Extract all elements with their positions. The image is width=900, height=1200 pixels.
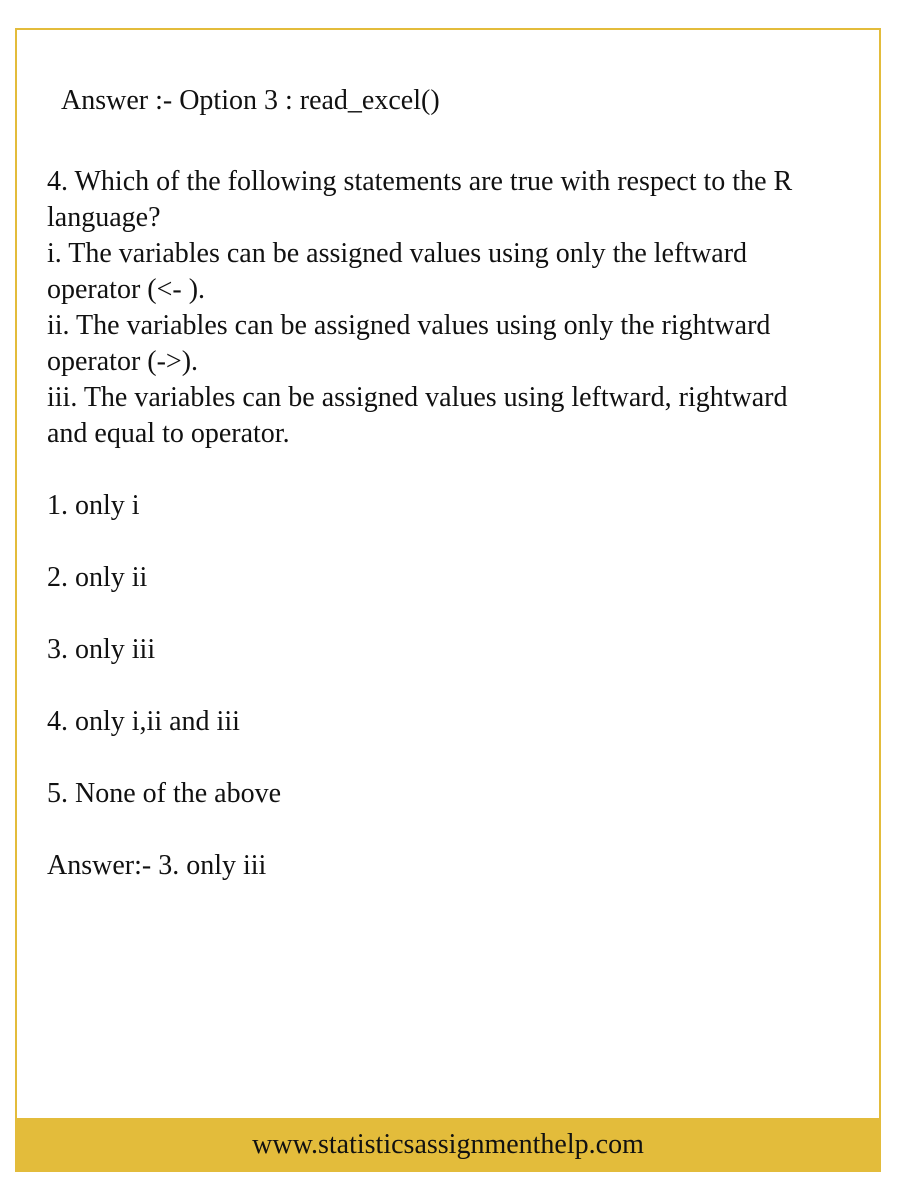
statement-line: operator (<- ). xyxy=(47,274,206,305)
option-5: 5. None of the above xyxy=(47,778,282,809)
option-3: 3. only iii xyxy=(47,634,156,665)
statement-line: and equal to operator. xyxy=(47,418,290,449)
statement-line: iii. The variables can be assigned values using leftward, rightward xyxy=(47,382,788,413)
options-list xyxy=(47,488,867,812)
question-line: language? xyxy=(47,202,161,233)
question-line: 4. Which of the following statements are true with respect to the R xyxy=(47,166,793,197)
previous-answer: Answer :- Option 3 : read_excel() xyxy=(61,85,440,116)
question-block xyxy=(47,164,867,452)
option-4: 4. only i,ii and iii xyxy=(47,706,240,737)
statement-line: operator (->). xyxy=(47,346,199,377)
option-1: 1. only i xyxy=(47,490,140,521)
footer-band xyxy=(15,1118,881,1172)
footer-website-link[interactable]: www.statisticsassignmenthelp.com xyxy=(252,1129,644,1160)
statement-line: i. The variables can be assigned values using only the leftward xyxy=(47,238,748,269)
statement-line: ii. The variables can be assigned values using only the rightward xyxy=(47,310,771,341)
option-2: 2. only ii xyxy=(47,562,148,593)
page-content xyxy=(47,54,867,884)
answer-text: Answer:- 3. only iii xyxy=(47,850,267,881)
